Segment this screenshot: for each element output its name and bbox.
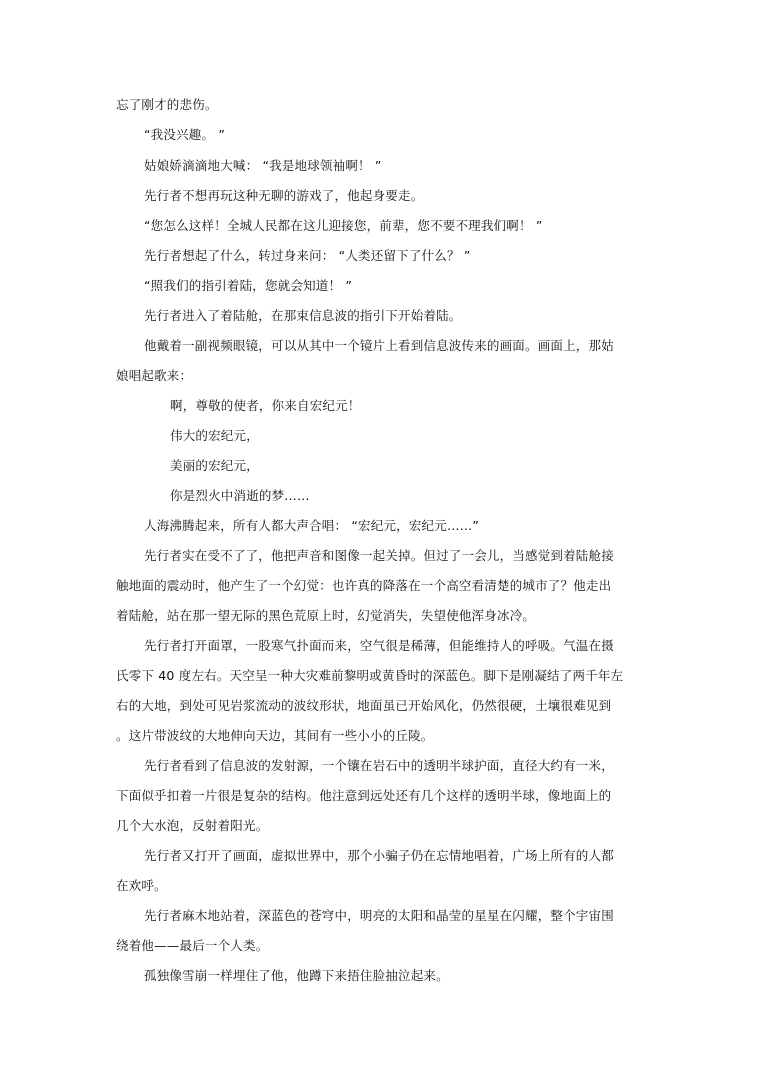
text-line: 先行者进入了着陆舱，在那束信息波的指引下开始着陆。 bbox=[144, 308, 462, 323]
text-line: 人海沸腾起来，所有人都大声合唱： “宏纪元，宏纪元……” bbox=[144, 518, 480, 533]
poem-line: 伟大的宏纪元， bbox=[170, 428, 259, 443]
text-line: 孤独像雪崩一样埋住了他，他蹲下来捂住脸抽泣起来。 bbox=[144, 968, 449, 983]
text-line: “照我们的指引着陆，您就会知道！ ” bbox=[144, 278, 353, 293]
text-line: 先行者不想再玩这种无聊的游戏了，他起身要走。 bbox=[144, 188, 424, 203]
poem-line: 你是烈火中消逝的梦…… bbox=[170, 488, 310, 503]
text-line: 在欢呼。 bbox=[116, 878, 167, 893]
text-line: 着陆舱，站在那一望无际的黑色荒原上时，幻觉消失，失望使他浑身冰冷。 bbox=[116, 608, 536, 623]
poem-line: 美丽的宏纪元， bbox=[170, 458, 259, 473]
text-line: 姑娘娇滴滴地大喊： “我是地球领袖啊！ ” bbox=[144, 158, 382, 173]
text-line: 先行者实在受不了了，他把声音和图像一起关掉。但过了一会儿，当感觉到着陆舱接 bbox=[144, 548, 614, 563]
text-line: “我没兴趣。 ” bbox=[144, 127, 226, 142]
text-line: 先行者麻木地站着，深蓝色的苍穹中，明亮的太阳和晶莹的星星在闪耀，整个宇宙围 bbox=[144, 908, 614, 923]
text-line: 先行者打开面罩，一股寒气扑面而来，空气很是稀薄，但能维持人的呼吸。气温在摄 bbox=[144, 638, 614, 653]
poem-line: 啊，尊敬的使者，你来自宏纪元！ bbox=[170, 398, 361, 413]
text-line: 先行者看到了信息波的发射源，一个镶在岩石中的透明半球护面，直径大约有一米， bbox=[144, 758, 614, 773]
text-line: “您怎么这样！全城人民都在这儿迎接您，前辈，您不要不理我们啊！ ” bbox=[144, 218, 543, 233]
text-line: 触地面的震动时，他产生了一个幻觉：也许真的降落在一个高空看清楚的城市了？他走出 bbox=[116, 578, 612, 593]
text-line: 绕着他——最后一个人类。 bbox=[116, 938, 269, 953]
text-line: 几个大水泡，反射着阳光。 bbox=[116, 818, 269, 833]
text-line: 右的大地，到处可见岩浆流动的波纹形状，地面虽已开始风化，仍然很硬，土壤很难见到 bbox=[116, 698, 612, 713]
text-line: 忘了刚才的悲伤。 bbox=[116, 97, 218, 112]
text-line: 先行者想起了什么，转过身来问： “人类还留下了什么？ ” bbox=[144, 248, 471, 263]
text-line: 他戴着一副视频眼镜，可以从其中一个镜片上看到信息波传来的画面。画面上，那姑 bbox=[144, 338, 614, 353]
text-line: 先行者又打开了画面，虚拟世界中，那个小骗子仍在忘情地唱着，广场上所有的人都 bbox=[144, 848, 614, 863]
text-line: 。这片带波纹的大地伸向天边，其间有一些小小的丘陵。 bbox=[116, 728, 434, 743]
text-line: 娘唱起歌来： bbox=[116, 368, 193, 383]
text-line: 下面似乎扣着一片很是复杂的结构。他注意到远处还有几个这样的透明半球，像地面上的 bbox=[116, 788, 612, 803]
text-line: 氏零下 40 度左右。天空呈一种大灾难前黎明或黄昏时的深蓝色。脚下是刚凝结了两千年左 bbox=[116, 668, 624, 683]
